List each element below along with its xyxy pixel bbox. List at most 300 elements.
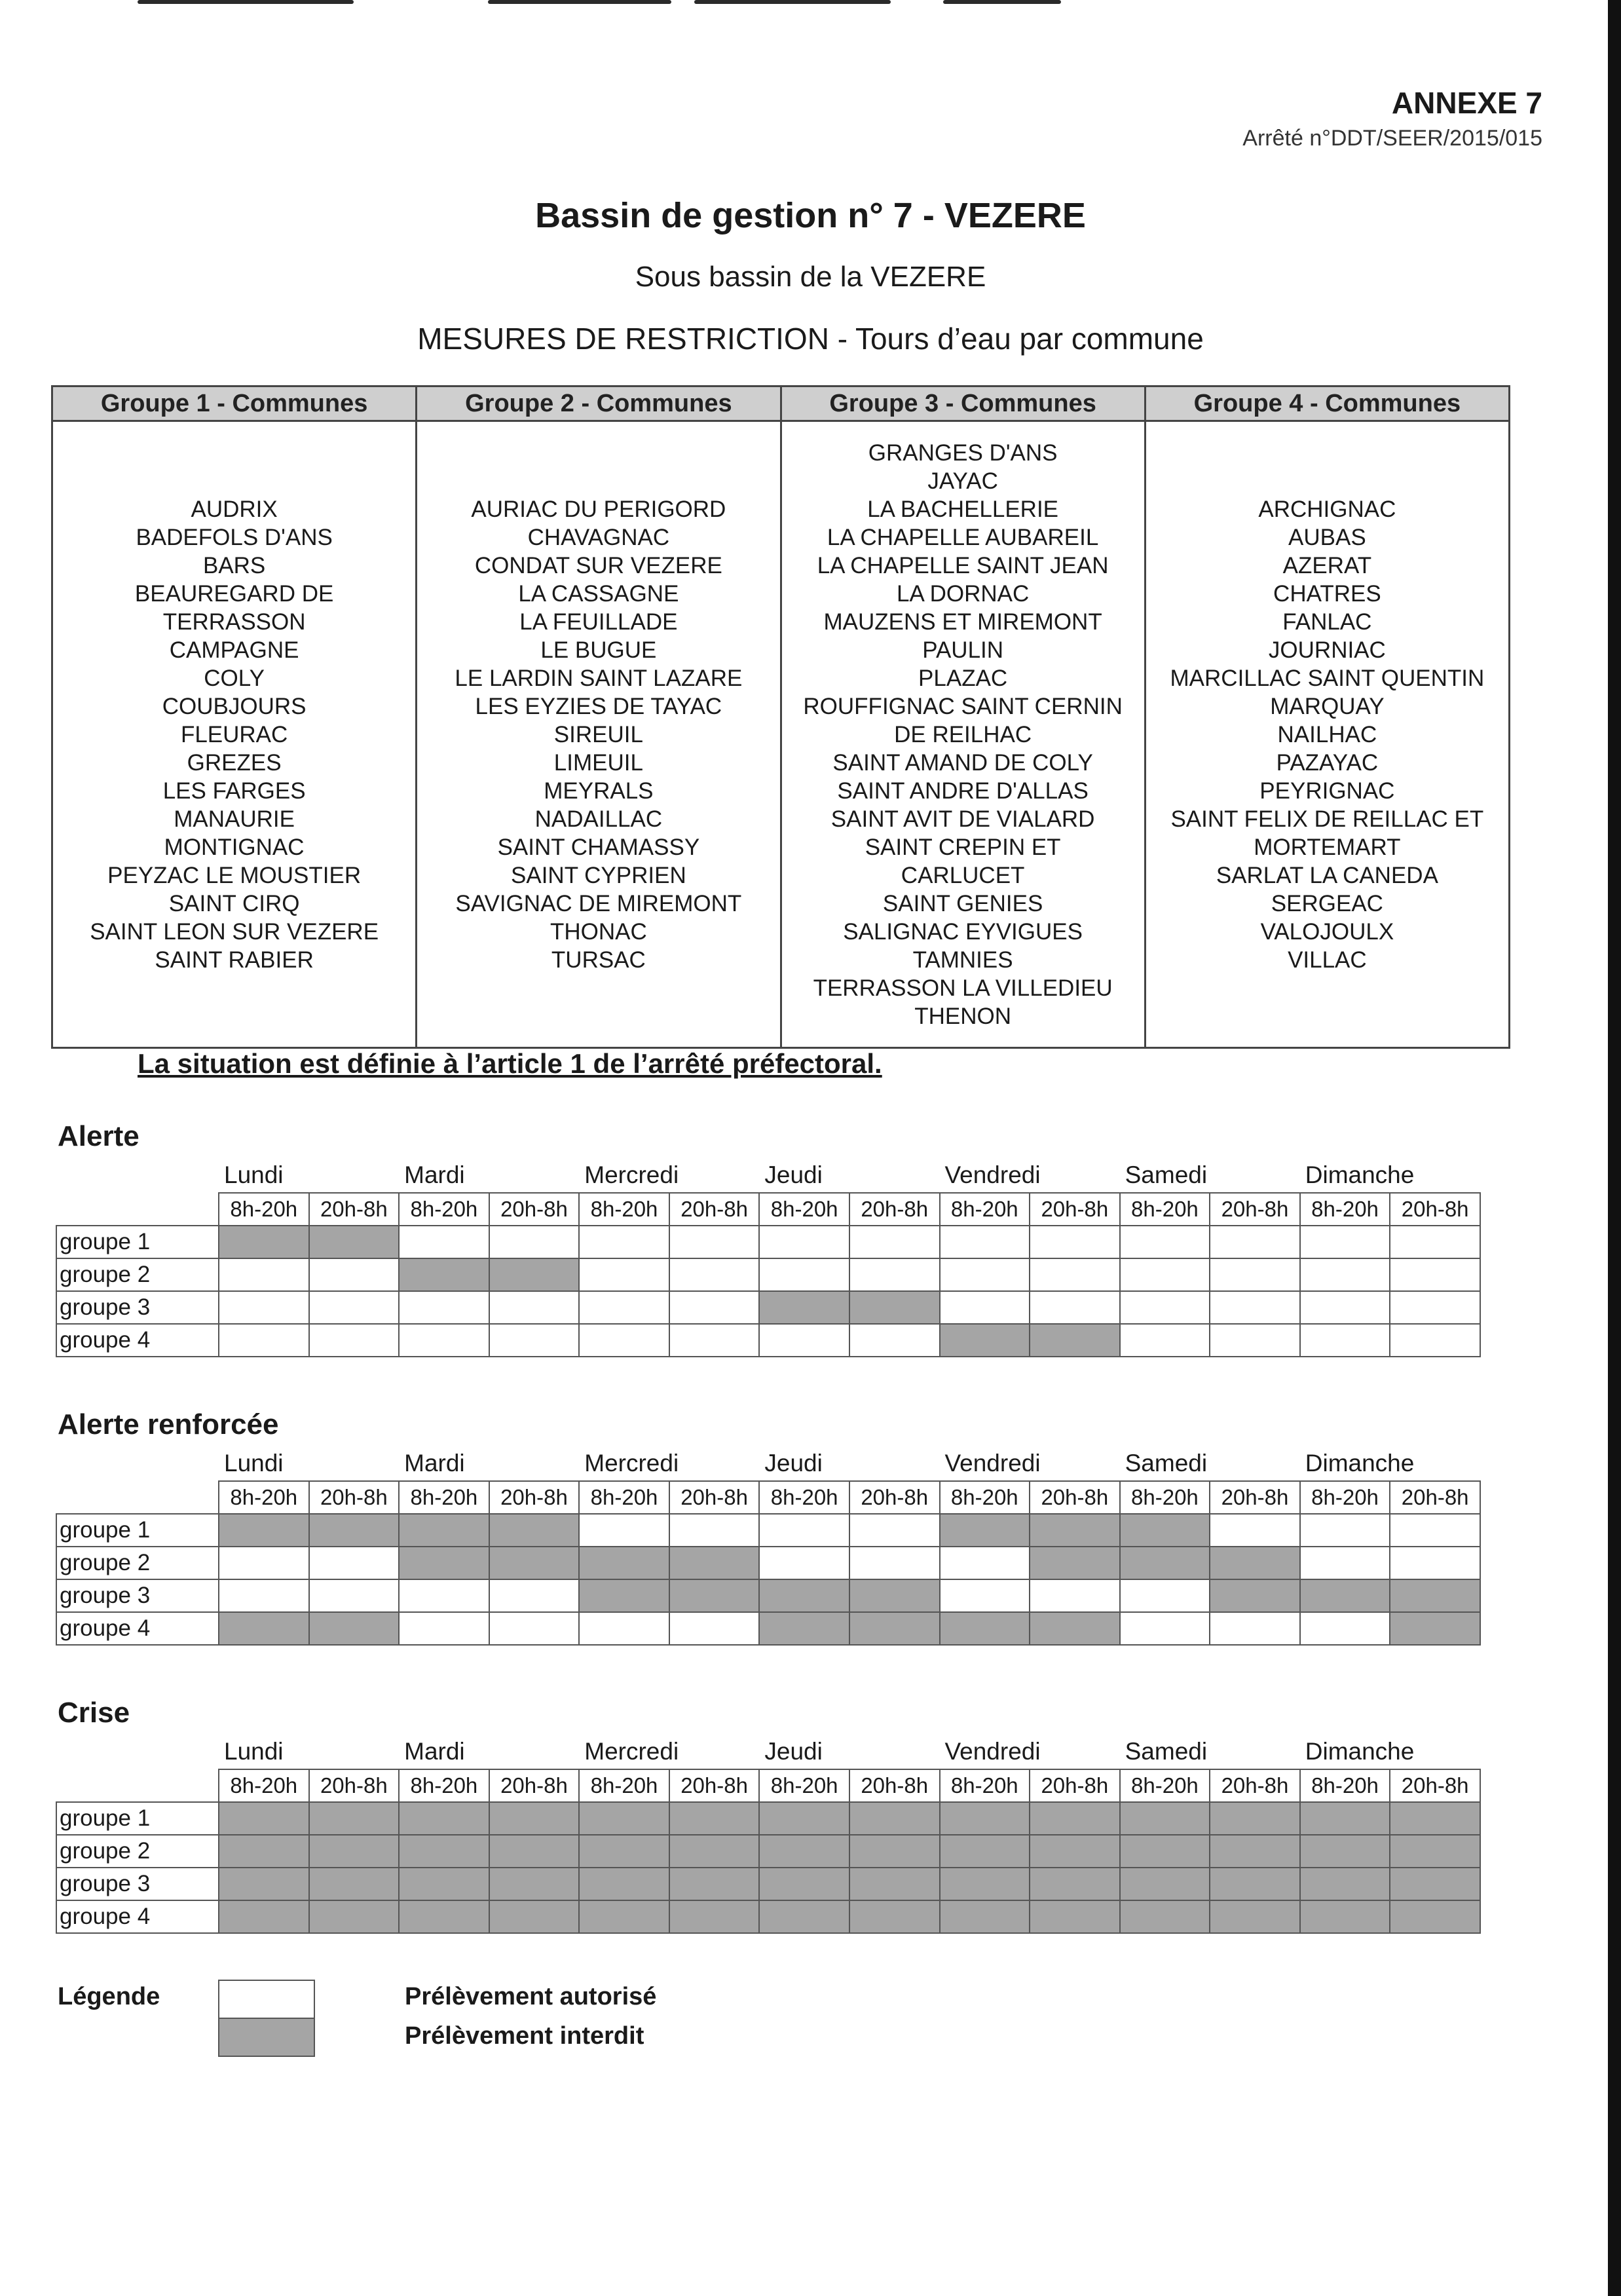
slot-label: 20h-8h [489,1769,580,1802]
slot-forbidden [940,1835,1030,1868]
slot-forbidden [1390,1835,1480,1868]
scan-artifact [138,0,354,4]
slot-allowed [399,1291,489,1324]
slot-forbidden [579,1868,669,1900]
commune-name: CARLUCET [901,862,1025,888]
group2-cell [417,421,781,1048]
slot-allowed [1300,1514,1390,1547]
day-header-row [56,1158,1480,1193]
schedule-alerte [56,1158,1481,1357]
slot-forbidden [1210,1579,1300,1612]
slot-forbidden [1210,1547,1300,1579]
slot-allowed [579,1324,669,1357]
slot-label: 8h-20h [1120,1481,1210,1514]
slot-forbidden [669,1900,760,1933]
schedule-alerte-renforcee [56,1446,1481,1646]
commune-name: MONTIGNAC [164,834,305,860]
slot-allowed [669,1291,760,1324]
slot-forbidden [309,1900,400,1933]
commune-name: AUBAS [1288,524,1366,550]
commune-name: PEYRIGNAC [1259,778,1395,804]
slot-allowed [940,1258,1030,1291]
group1-cell [52,421,417,1048]
slot-forbidden [759,1612,849,1645]
day-label: Vendredi [944,1161,1041,1188]
commune-name: AUDRIX [191,496,278,522]
slot-forbidden [399,1835,489,1868]
slot-forbidden [1030,1514,1120,1547]
day-label: Mercredi [584,1161,679,1188]
commune-name: THONAC [550,918,647,945]
slot-allowed [219,1258,309,1291]
commune-name: CONDAT SUR VEZERE [474,552,722,578]
scan-artifact [943,0,1061,4]
slot-label: 8h-20h [940,1193,1030,1226]
slot-allowed [489,1291,580,1324]
slot-allowed [1030,1226,1120,1258]
slot-forbidden [1210,1802,1300,1835]
slot-label: 20h-8h [489,1193,580,1226]
slot-forbidden [219,1802,309,1835]
slot-forbidden [1120,1514,1210,1547]
group-label: groupe 3 [56,1868,219,1900]
slot-allowed [1300,1291,1390,1324]
commune-name: SAINT CHAMASSY [497,834,700,860]
slot-allowed [579,1226,669,1258]
day-label: Dimanche [1305,1738,1415,1765]
day-label: Mercredi [584,1450,679,1477]
slot-allowed [219,1291,309,1324]
group-label: groupe 2 [56,1835,219,1868]
commune-name: PEYZAC LE MOUSTIER [107,862,362,888]
slot-forbidden [219,1868,309,1900]
slot-forbidden [309,1868,400,1900]
slot-forbidden [219,1514,309,1547]
page-subtitle: Sous bassin de la VEZERE [635,261,986,293]
group4-header: Groupe 4 - Communes [1145,386,1509,421]
slot-forbidden [219,1835,309,1868]
group1-header: Groupe 1 - Communes [52,386,417,421]
day-label: Mardi [404,1161,465,1188]
slot-label: 20h-8h [1390,1481,1480,1514]
group4-communes-list [1146,495,1508,974]
slot-forbidden [309,1514,400,1547]
decree-reference: Arrêté n°DDT/SEER/2015/015 [1242,126,1542,151]
group-label: groupe 2 [56,1547,219,1579]
slot-forbidden [579,1835,669,1868]
slot-allowed [219,1324,309,1357]
slot-allowed [759,1514,849,1547]
measures-title: MESURES DE RESTRICTION - Tours d’eau par commune [417,322,1204,356]
slot-forbidden [759,1900,849,1933]
slot-allowed [1210,1612,1300,1645]
slot-allowed [669,1612,760,1645]
slot-forbidden [1120,1547,1210,1579]
commune-name: DE REILHAC [894,721,1032,747]
commune-name: MARQUAY [1270,693,1385,719]
slot-forbidden [309,1802,400,1835]
commune-name: LE BUGUE [540,637,657,663]
slot-allowed [1390,1324,1480,1357]
commune-name: SAINT AVIT DE VIALARD [830,806,1095,832]
day-header-row [56,1735,1480,1769]
slot-forbidden [669,1868,760,1900]
scan-artifact [694,0,891,4]
slot-allowed [309,1579,400,1612]
commune-name: THENON [914,1003,1012,1029]
slot-label: 8h-20h [940,1769,1030,1802]
slot-label: 8h-20h [579,1481,669,1514]
slot-forbidden [849,1612,940,1645]
day-label: Samedi [1125,1450,1208,1477]
group-row [56,1547,1480,1579]
slot-forbidden [219,1612,309,1645]
communes-table [51,385,1510,1049]
empty-cell [56,1446,219,1481]
slot-allowed [849,1514,940,1547]
commune-name: SAINT CREPIN ET [865,834,1061,860]
slot-forbidden [1390,1868,1480,1900]
slot-forbidden [309,1226,400,1258]
slot-label: 20h-8h [669,1481,760,1514]
slot-allowed [759,1324,849,1357]
slot-forbidden [219,1900,309,1933]
slot-allowed [579,1612,669,1645]
day-label: Lundi [224,1738,284,1765]
group-row [56,1226,1480,1258]
slot-allowed [579,1258,669,1291]
slot-allowed [219,1579,309,1612]
slot-forbidden [1120,1900,1210,1933]
slot-forbidden [849,1291,940,1324]
slot-forbidden [399,1547,489,1579]
page-title: Bassin de gestion n° 7 - VEZERE [535,196,1086,235]
group-row [56,1900,1480,1933]
slot-forbidden [1120,1868,1210,1900]
slot-allowed [309,1324,400,1357]
commune-name: GREZES [187,749,282,776]
slot-forbidden [1120,1835,1210,1868]
commune-name: TERRASSON LA VILLEDIEU [813,975,1113,1001]
slot-allowed [1390,1291,1480,1324]
group-label: groupe 3 [56,1579,219,1612]
slot-label: 20h-8h [849,1193,940,1226]
slot-allowed [1300,1258,1390,1291]
day-header-row [56,1446,1480,1481]
group1-communes-list [53,495,415,974]
slot-label: 8h-20h [399,1769,489,1802]
group-row [56,1514,1480,1547]
group2-communes-list [417,495,779,974]
commune-name: PAZAYAC [1276,749,1379,776]
slot-forbidden [399,1868,489,1900]
slot-forbidden [489,1258,580,1291]
commune-name: SARLAT LA CANEDA [1216,862,1438,888]
slot-label: 8h-20h [1120,1193,1210,1226]
commune-name: SAINT AMAND DE COLY [832,749,1093,776]
commune-name: MANAURIE [174,806,295,832]
slot-allowed [1390,1514,1480,1547]
schedule-crise [56,1735,1481,1934]
slot-allowed [940,1579,1030,1612]
scan-artifact [488,0,671,4]
group-label: groupe 1 [56,1514,219,1547]
commune-name: FANLAC [1282,609,1372,635]
slot-forbidden [1300,1802,1390,1835]
commune-name: ARCHIGNAC [1258,496,1396,522]
slot-forbidden [489,1514,580,1547]
slot-forbidden [759,1291,849,1324]
slot-label: 20h-8h [1390,1769,1480,1802]
commune-name: LES EYZIES DE TAYAC [475,693,722,719]
commune-name: CHATRES [1273,580,1381,607]
situation-note: La situation est définie à l’article 1 de l’arrêté préfectoral. [138,1048,882,1079]
slot-forbidden [579,1547,669,1579]
slot-forbidden [849,1835,940,1868]
slot-allowed [399,1226,489,1258]
day-label: Samedi [1125,1161,1208,1188]
slot-forbidden [1390,1900,1480,1933]
slot-allowed [1300,1612,1390,1645]
slot-allowed [1120,1226,1210,1258]
slot-forbidden [489,1802,580,1835]
slot-allowed [309,1258,400,1291]
commune-name: CAMPAGNE [169,637,299,663]
slot-allowed [669,1324,760,1357]
slot-allowed [1120,1579,1210,1612]
slot-forbidden [940,1900,1030,1933]
slot-label: 20h-8h [669,1769,760,1802]
commune-name: ROUFFIGNAC SAINT CERNIN [803,693,1123,719]
slot-forbidden [489,1868,580,1900]
slot-forbidden [849,1900,940,1933]
slot-forbidden [849,1868,940,1900]
day-label: Lundi [224,1450,284,1477]
commune-name: FLEURAC [180,721,288,747]
slot-forbidden [579,1900,669,1933]
day-label: Vendredi [944,1450,1041,1477]
commune-name: LA CASSAGNE [518,580,679,607]
group2-header: Groupe 2 - Communes [417,386,781,421]
empty-cell [56,1193,219,1226]
slot-allowed [849,1547,940,1579]
schedule-title-alerte: Alerte [58,1120,140,1152]
slot-forbidden [489,1900,580,1933]
slot-allowed [219,1547,309,1579]
slot-label: 8h-20h [579,1769,669,1802]
commune-name: SAINT FELIX DE REILLAC ET [1170,806,1484,832]
commune-name: TURSAC [551,947,646,973]
slot-label: 20h-8h [1210,1769,1300,1802]
slot-allowed [940,1547,1030,1579]
legend-swatch-forbidden [218,2018,315,2057]
group-row [56,1291,1480,1324]
slot-forbidden [940,1612,1030,1645]
legend-title: Légende [58,1983,160,2010]
commune-name: SAVIGNAC DE MIREMONT [455,890,742,916]
commune-name: LIMEUIL [553,749,643,776]
commune-name: TAMNIES [912,947,1013,973]
legend-swatch-allowed [218,1980,315,2019]
slot-allowed [1030,1291,1120,1324]
group-row [56,1579,1480,1612]
group-label: groupe 4 [56,1900,219,1933]
day-label: Vendredi [944,1738,1041,1765]
commune-name: MEYRALS [544,778,654,804]
schedule-title-alerte-renforcee: Alerte renforcée [58,1408,279,1440]
slot-allowed [1120,1291,1210,1324]
day-label: Jeudi [764,1738,823,1765]
slot-allowed [849,1258,940,1291]
day-label: Dimanche [1305,1450,1415,1477]
slot-allowed [399,1324,489,1357]
slot-allowed [669,1514,760,1547]
slot-label: 8h-20h [759,1193,849,1226]
slot-label: 8h-20h [759,1769,849,1802]
commune-name: CHAVAGNAC [527,524,670,550]
commune-name: PAULIN [922,637,1004,663]
slot-forbidden [669,1802,760,1835]
slot-label: 8h-20h [219,1769,309,1802]
slot-allowed [940,1226,1030,1258]
day-label: Jeudi [764,1450,823,1477]
commune-name: LES FARGES [162,778,306,804]
commune-name: LA FEUILLADE [519,609,678,635]
group-label: groupe 2 [56,1258,219,1291]
slot-forbidden [940,1324,1030,1357]
slot-label: 8h-20h [1300,1769,1390,1802]
slot-forbidden [1030,1868,1120,1900]
slot-forbidden [489,1547,580,1579]
group-row [56,1612,1480,1645]
slot-forbidden [1210,1835,1300,1868]
slot-forbidden [1300,1868,1390,1900]
commune-name: SAINT ANDRE D'ALLAS [837,778,1089,804]
slot-allowed [1300,1226,1390,1258]
slot-label: 8h-20h [1120,1769,1210,1802]
commune-name: SAINT LEON SUR VEZERE [90,918,379,945]
slot-allowed [1210,1258,1300,1291]
slot-label: 20h-8h [1390,1193,1480,1226]
slot-allowed [1390,1258,1480,1291]
slot-forbidden [1390,1579,1480,1612]
slot-forbidden [940,1802,1030,1835]
slot-allowed [579,1514,669,1547]
slot-label: 20h-8h [849,1481,940,1514]
empty-cell [56,1769,219,1802]
slot-forbidden [579,1802,669,1835]
slot-label: 8h-20h [399,1193,489,1226]
group3-header: Groupe 3 - Communes [781,386,1145,421]
slot-forbidden [849,1579,940,1612]
slot-forbidden [1120,1802,1210,1835]
commune-name: SIREUIL [553,721,643,747]
slot-label: 20h-8h [309,1769,400,1802]
slot-allowed [669,1258,760,1291]
slot-allowed [849,1226,940,1258]
slot-forbidden [849,1802,940,1835]
slot-allowed [759,1258,849,1291]
slot-allowed [1210,1514,1300,1547]
schedule-title-crise: Crise [58,1697,130,1729]
slot-label: 8h-20h [399,1481,489,1514]
annex-number: ANNEXE 7 [1391,86,1542,120]
slot-forbidden [1390,1612,1480,1645]
slot-forbidden [489,1835,580,1868]
commune-name: SAINT RABIER [155,947,314,973]
commune-name: COLY [204,665,265,691]
empty-cell [56,1735,219,1769]
slot-label: 20h-8h [309,1481,400,1514]
commune-name: MORTEMART [1254,834,1401,860]
slot-header-row [56,1193,1480,1226]
commune-name: COUBJOURS [162,693,307,719]
slot-allowed [1210,1291,1300,1324]
slot-forbidden [940,1514,1030,1547]
slot-forbidden [669,1547,760,1579]
slot-label: 8h-20h [1300,1193,1390,1226]
slot-forbidden [309,1612,400,1645]
commune-name: BADEFOLS D'ANS [136,524,333,550]
slot-label: 20h-8h [309,1193,400,1226]
commune-name: LA BACHELLERIE [867,496,1059,522]
slot-forbidden [759,1802,849,1835]
slot-label: 20h-8h [1210,1481,1300,1514]
slot-allowed [1120,1612,1210,1645]
slot-allowed [309,1291,400,1324]
group-row [56,1324,1480,1357]
commune-name: VILLAC [1288,947,1367,973]
day-label: Mercredi [584,1738,679,1765]
slot-allowed [1300,1324,1390,1357]
slot-label: 8h-20h [219,1481,309,1514]
commune-name: SERGEAC [1271,890,1383,916]
commune-name: JOURNIAC [1268,637,1386,663]
group-label: groupe 4 [56,1612,219,1645]
commune-name: AZERAT [1282,552,1372,578]
slot-allowed [309,1547,400,1579]
slot-header-row [56,1481,1480,1514]
slot-allowed [399,1579,489,1612]
legend-label-forbidden: Prélèvement interdit [405,2022,644,2050]
slot-forbidden [399,1514,489,1547]
slot-label: 20h-8h [669,1193,760,1226]
slot-forbidden [1210,1900,1300,1933]
slot-forbidden [1030,1324,1120,1357]
commune-name: BARS [202,552,266,578]
slot-allowed [1120,1324,1210,1357]
slot-label: 20h-8h [1030,1193,1120,1226]
slot-allowed [489,1324,580,1357]
slot-allowed [759,1226,849,1258]
slot-allowed [399,1612,489,1645]
slot-allowed [579,1291,669,1324]
slot-allowed [1030,1258,1120,1291]
slot-label: 8h-20h [1300,1481,1390,1514]
group-label: groupe 1 [56,1226,219,1258]
slot-forbidden [1210,1868,1300,1900]
slot-allowed [489,1226,580,1258]
slot-forbidden [1030,1900,1120,1933]
slot-forbidden [1030,1547,1120,1579]
group-row [56,1868,1480,1900]
slot-forbidden [1390,1802,1480,1835]
commune-name: SAINT CIRQ [168,890,300,916]
slot-forbidden [219,1226,309,1258]
commune-name: PLAZAC [918,665,1008,691]
slot-allowed [489,1612,580,1645]
commune-name: SAINT CYPRIEN [511,862,686,888]
